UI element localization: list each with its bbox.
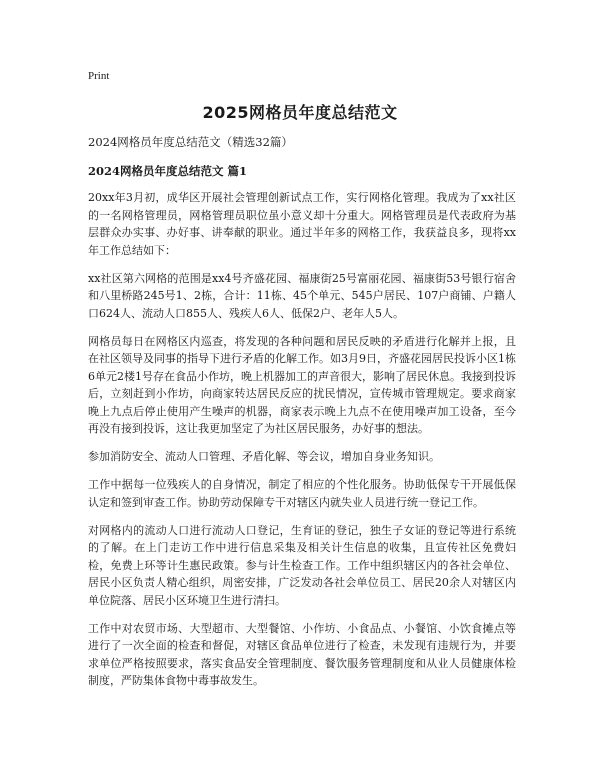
print-link[interactable]: Print	[88, 70, 110, 82]
paragraph: xx社区第六网格的范围是xx4号齐盛花园、福康街25号富丽花园、福康街53号银行宿舍和八里桥路245号1、2栋，合计：11栋、45个单元、545户居民、107户商铺、户籍人口624人、流动人口855人、残疾人6人、低保2户、老年人5人。	[88, 271, 516, 320]
document-subtitle: 2024网格员年度总结范文（精选32篇）	[88, 135, 293, 149]
paragraph: 20xx年3月初，成华区开展社会管理创新试点工作，实行网格化管理。我成为了xx社区的一名网格管理员，网格管理员职位虽小意义却十分重大。网格管理员是代表政府为基层群众办实事、办好事、讲奉献的职业。通过半年多的网格工作，我获益良多，现将xx年工作总结如下：	[88, 191, 516, 257]
paragraph: 工作中对农贸市场、大型超市、大型餐馆、小作坊、小食品点、小餐馆、小饮食摊点等进行了一次全面的检查和督促，对辖区食品单位进行了检查，未发现有违规行为，并要求单位严格按照要求，落实食品安全管理制度、餐饮服务管理制度和从业人员健康体检制度，严防集体食物中毒事故发生。	[88, 621, 516, 687]
paragraph: 参加消防安全、流动人口管理、矛盾化解、等会议，增加自身业务知识。	[88, 450, 440, 463]
document-title: 2025网格员年度总结范文	[202, 103, 398, 122]
paragraph: 工作中据每一位残疾人的自身情况，制定了相应的个性化服务。协助低保专干开展低保认定和签到审查工作。协助劳动保障专干对辖区内就失业人员进行统一登记工作。	[88, 478, 516, 509]
paragraph: 对网格内的流动人口进行流动人口登记，生育证的登记，独生子女证的登记等进行系统的了解。在上门走访工作中进行信息采集及相关计生信息的收集，且宣传社区免费妇检，免费上环等计生惠民政策。参与计生检查工作。工作中组织辖区内的各社会单位、居民小区负责人精心组织，周密安排，广泛发动各社会单位员工、居民20余人对辖区内单位院落、居民小区环境卫生进行清扫。	[88, 523, 516, 607]
paragraph: 网格员每日在网格区内巡查，将发现的各种问题和居民反映的矛盾进行化解并上报，且在社区领导及同事的指导下进行矛盾的化解工作。如3月9日，齐盛花园居民投诉小区1栋6单元2楼1号存在食品小作坊，晚上机器加工的声音很大，影响了居民休息。我接到投诉后，立刻赶到小作坊，向商家转达居民反应的扰民情况，宣传城市管理规定。要求商家晚上九点后停止使用产生噪声的机器，商家表示晚上九点不在使用噪声加工设备，至今再没有接到投诉，这让我更加坚定了为社区居民服务，办好事的想法。	[88, 334, 516, 435]
document-body	[88, 134, 516, 700]
section-heading: 2024网格员年度总结范文 篇1	[88, 163, 248, 178]
